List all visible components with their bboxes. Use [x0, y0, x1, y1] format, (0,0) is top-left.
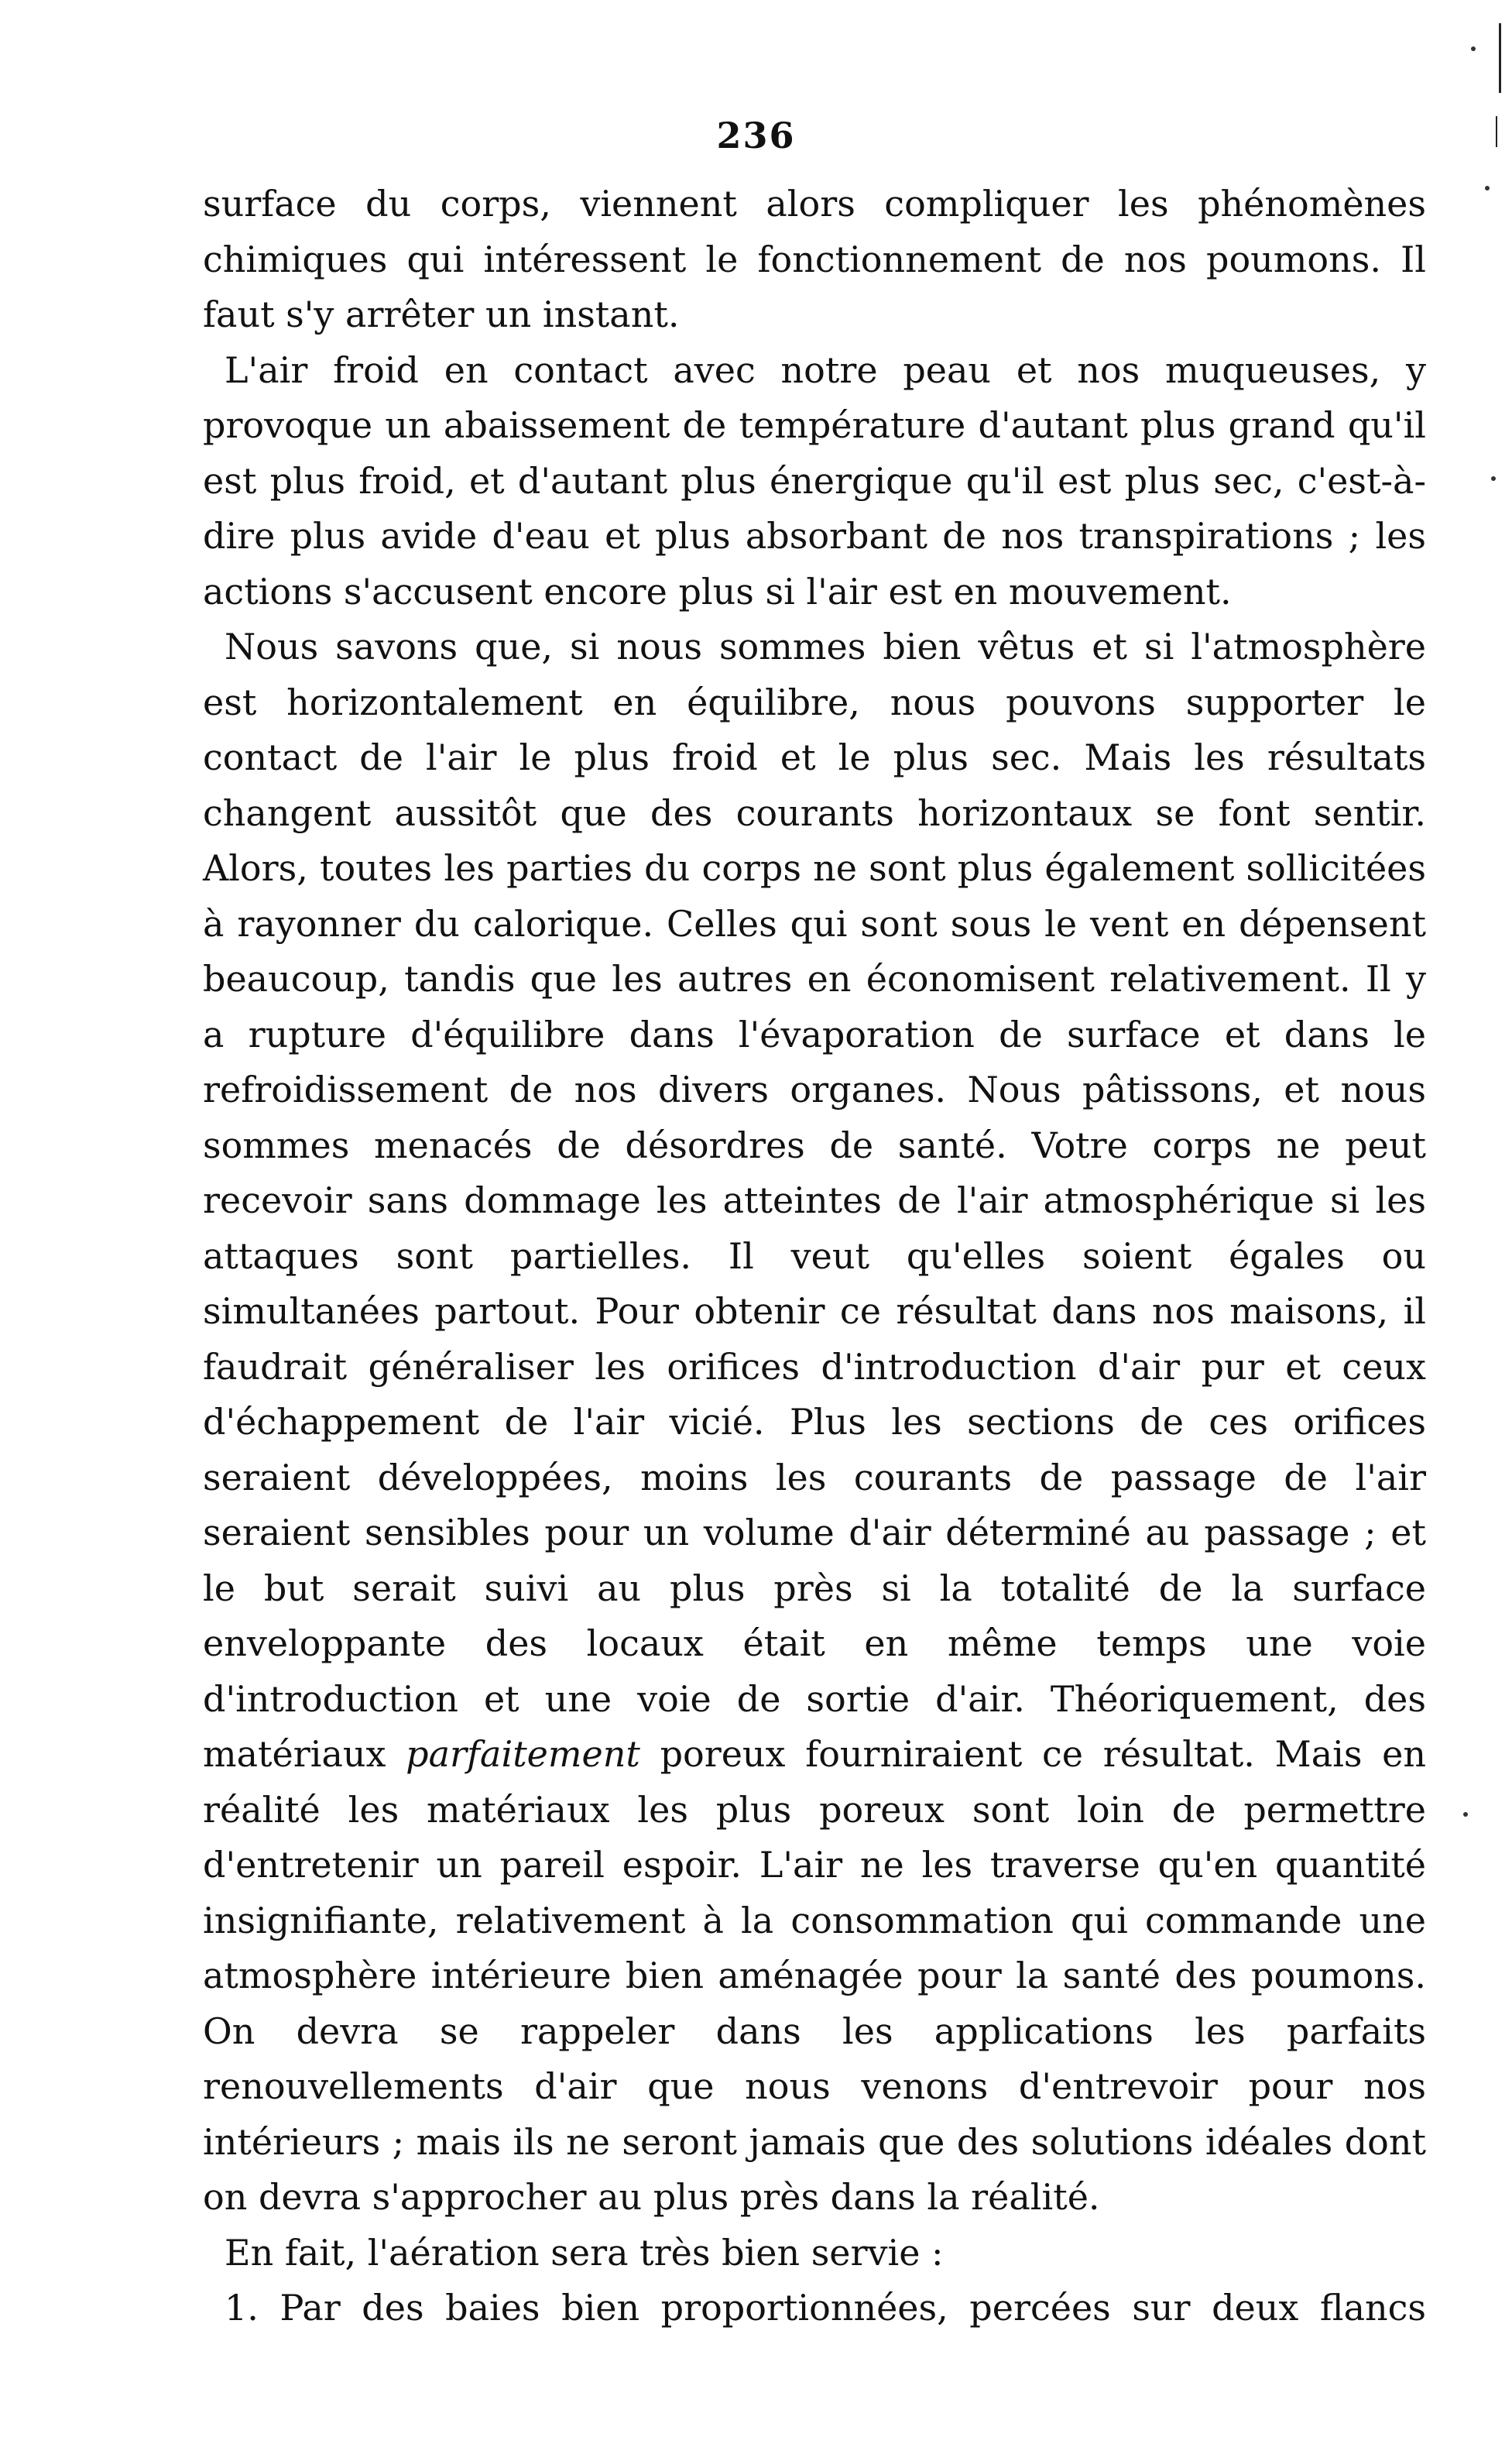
paragraph-4: En fait, l'aération sera très bien servie :	[225, 2231, 944, 2274]
scan-speck	[1471, 46, 1476, 51]
body-text	[203, 177, 1426, 2336]
paragraph-3	[203, 620, 1426, 2226]
scan-speck	[1491, 476, 1496, 481]
scan-edge-mark	[1496, 116, 1497, 147]
paragraph-2: L'air froid en contact avec notre peau et nos muqueuses, y provoque un abaissement de température d'autant plus grand qu'il est plus froid, et d'autant plus énergique qu'il est plus sec, c'est-à-dire plus avide d'eau et plus absorbant de nos transpirations ; les actions s'accusent encore plus si l'air est en mouvement.	[203, 348, 1426, 613]
page-number: 236	[716, 115, 796, 156]
scan-edge-mark	[1499, 23, 1501, 93]
paragraph-3-text-b: poreux fourniraient ce résultat. Mais en réalité les matériaux les plus poreux sont loin de permettre d'entretenir un pareil espoir. L'air ne les traverse qu'en quantité insignifiante, relativement à la consommation qui commande une atmosphère intérieure bien aménagée pour la santé des poumons. On devra se rappeler dans les applications les parfaits renouvellements d'air que nous venons d'entrevoir pour nos intérieurs ; mais ils ne seront jamais que des solutions idéales dont on devra s'approcher au plus près dans la réalité.	[203, 1733, 1427, 2218]
scan-speck	[1485, 186, 1490, 190]
paragraph-3-text-a: Nous savons que, si nous sommes bien vêtus et si l'atmosphère est horizontalement en équilibre, nous pouvons supporter le contact de l'air le plus froid et le plus sec. Mais les résultats changent aussitôt que des courants horizontaux se font sentir. Alors, toutes les parties du corps ne sont plus également sollicitées à rayonner du calorique. Celles qui sont sous le vent en dépensent beaucoup, tandis que les autres en économisent relativement. Il y a rupture d'équilibre dans l'évaporation de surface et dans le refroidissement de nos divers organes. Nous pâtissons, et nous sommes menacés de désordres de santé. Votre corps ne peut recevoir sans dommage les atteintes de l'air atmosphérique si les attaques sont partielles. Il veut qu'elles soient égales ou simultanées partout. Pour obtenir ce résultat dans nos maisons, il faudrait généraliser les orifices d'introduction d'air pur et ceux d'échappement de l'air vicié. Plus les sections de ces orifices seraient développées, moins les courants de passage de l'air seraient sensibles pour un volume d'air déterminé au passage ; et le but serait suivi au plus près si la totalité de la surface enveloppante des locaux était en même temps une voie d'introduction et une voie de sortie d'air. Théoriquement, des matériaux	[203, 626, 1426, 1775]
paragraph-1: surface du corps, viennent alors compliquer les phénomènes chimiques qui intéressent le fonctionnement de nos poumons. Il faut s'y arrêter un instant.	[203, 183, 1426, 335]
paragraph-5: 1. Par des baies bien proportionnées, percées sur deux flancs	[225, 2287, 1426, 2329]
paragraph-3-italic-word: parfaitement	[406, 1733, 640, 1775]
scan-speck	[1463, 1812, 1468, 1817]
